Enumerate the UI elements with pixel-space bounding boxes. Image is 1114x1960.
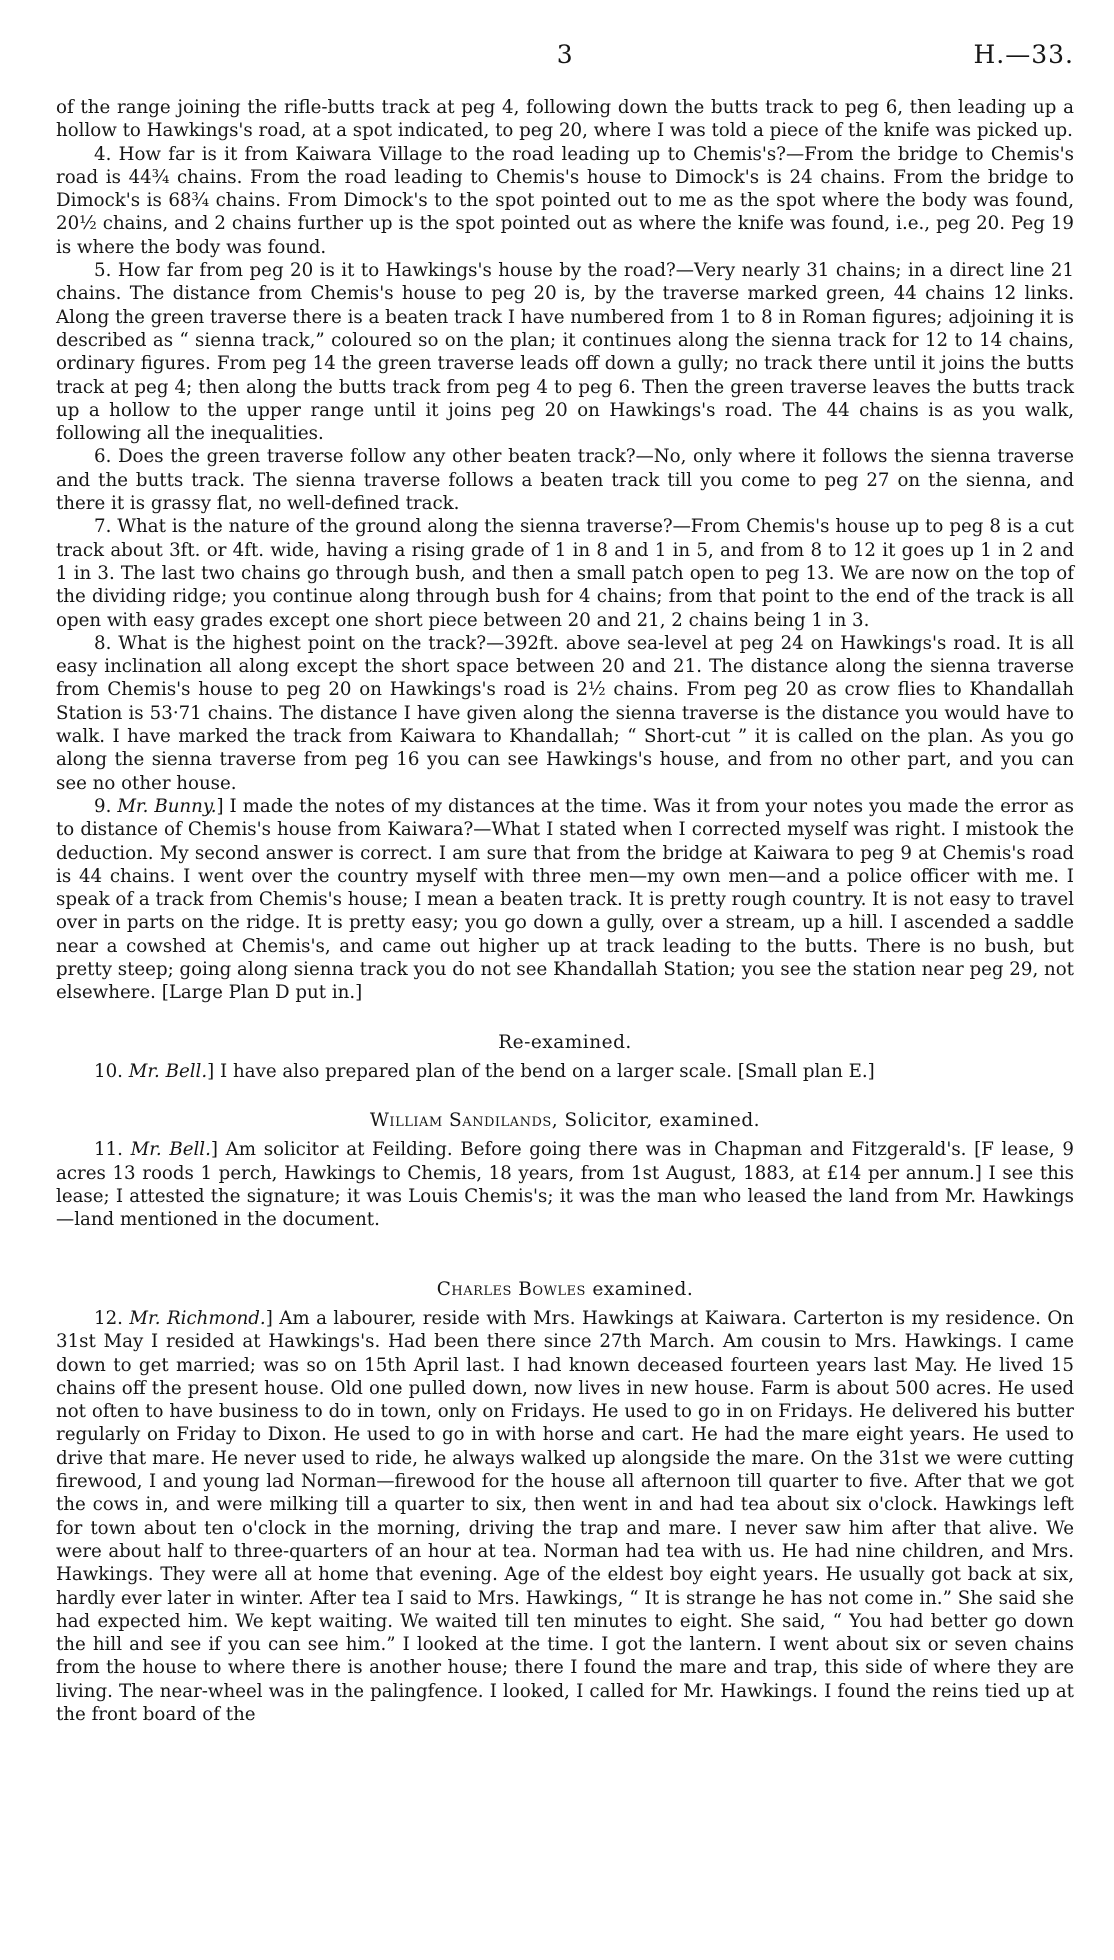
question-number: 9. (94, 795, 112, 817)
document-reference: H.—33. (973, 40, 1074, 69)
paragraph-q4: 4. How far is it from Kaiwara Village to the road leading up to Chemis's?—From the bridge to Chemis's road is 44¾ chains. From the road leading to Chemis's house to Dimock's is 24 chains. From the bridge to Dimock's is 68¾ chains. From Dimock's to the spot pointed out to me as the spot where the body was found, 20½ chains, and 2 chains further up is the spot pointed out as where the knife was found, i.e., peg 20. Peg 19 is where the body was found. (56, 143, 1074, 258)
witness-name: Charles Bowles (436, 1278, 586, 1300)
section-heading-reexamined: Re-examined. (498, 1031, 632, 1053)
page-header (56, 40, 1074, 74)
paragraph-q11 (56, 1138, 1074, 1231)
speaker-name: Mr. Richmond. (129, 1307, 266, 1329)
testimony-text: ] I made the notes of my distances at the time. Was it from your notes you made the error as to distance of Chemis's house from Kaiwara?—What I stated when I corrected myself was right. I mistook the deduction. My second answer is correct. I am sure that from the bridge at Kaiwara to peg 9 at Chemis's road is 44 chains. I went over the country myself with three men—my own men—and a police officer with me. I speak of a track from Chemis's house; I mean a beaten track. It is pretty rough country. It is not easy to travel over in parts on the ridge. It is pretty easy; you go down a gully, over a stream, up a hill. I ascended a saddle near a cowshed at Chemis's, and came out higher up at track leading to the butts. There is no bush, but pretty steep; going along sienna track you do not see Khandallah Station; you see the station near peg 29, not elsewhere. [Large Plan D put in.] (56, 795, 1074, 1004)
paragraph-q7: 7. What is the nature of the ground along the sienna traverse?—From Chemis's house up to peg 8 is a cut track about 3ft. or 4ft. wide, having a rising grade of 1 in 8 and 1 in 5, and from 8 to 12 it goes up 1 in 2 and 1 in 3. The last two chains go through bush, and then a small patch open to peg 13. We are now on the top of the dividing ridge; you continue along through bush for 4 chains; from that point to the end of the track is all open with easy grades except one short piece between 20 and 21, 2 chains being 1 in 3. (56, 516, 1074, 631)
speaker-name: Mr. Bunny. (117, 795, 217, 817)
paragraph-q8: 8. What is the highest point on the track?—392ft. above sea-level at peg 24 on Hawkings's road. It is all easy inclination all along except the short space between 20 and 21. The distance along the sienna traverse from Chemis's house to peg 20 on Hawkings's road is 2½ chains. From peg 20 as crow flies to Khandallah Station is 53·71 chains. The distance I have given along the sienna traverse is the distance you would have to walk. I have marked the track from Kaiwara to Khandallah; “ Short-cut ” it is called on the plan. As you go along the sienna traverse from peg 16 you can see Hawkings's house, and from no other part, and you can see no other house. (56, 632, 1074, 794)
witness-role: examined. (585, 1278, 694, 1300)
section-heading-witness-sandilands (56, 1109, 1074, 1132)
document-body (56, 96, 1074, 1726)
testimony-text: ] Am a labourer, reside with Mrs. Hawkings at Kaiwara. Carterton is my residence. On 31st May I resided at Hawkings's. Had been there since 27th March. Am cousin to Mrs. Hawkings. I came down to get married; was so on 15th April last. I had known deceased fourteen years last May. He lived 15 chains off the present house. Old one pulled down, now lives in new house. Farm is about 500 acres. He used not often to have business to do in town, only on Fridays. He used to go in on Fridays. He delivered his butter regularly on Friday to Dixon. He used to go in with horse and cart. He had the mare eight years. He used to drive that mare. He never used to ride, he always walked up alongside the mare. On the 31st we were cutting firewood, I and young lad Norman—firewood for the house all afternoon till quarter to five. After that we got the cows in, and were milking till a quarter to six, then went in and had tea about six o'clock. Hawkings left for town about ten o'clock in the morning, driving the trap and mare. I never saw him after that alive. We were about half to three-quarters of an hour at tea. Norman had tea with us. He had nine children, and Mrs. Hawkings. They were all at home that evening. Age of the eldest boy eight years. He usually got back at six, hardly ever later in winter. After tea I said to Mrs. Hawkings, “ It is strange he has not come in.” She said she had expected him. We kept waiting. We waited till ten minutes to eight. She said, “ You had better go down the hill and see if you can see him.” I looked at the time. I got the lantern. I went about six or seven chains from the house to where there is another house; there I found the mare and trap, this side of where they are living. The near-wheel was in the palingfence. I looked, I called for Mr. Hawkings. I found the reins tied up at the front board of the (56, 1307, 1074, 1725)
witness-role: , Solicitor, examined. (551, 1110, 761, 1132)
page-number: 3 (556, 40, 574, 69)
testimony-text: ] I have also prepared plan of the bend on a larger scale. [Small plan E.] (207, 1060, 875, 1082)
question-number: 12. (94, 1307, 123, 1329)
section-gap (56, 1232, 1074, 1252)
paragraph-q12 (56, 1307, 1074, 1726)
paragraph-continuation: of the range joining the rifle-butts track at peg 4, following down the butts track to peg 6, then leading up a hollow to Hawkings's road, at a spot indicated, to peg 20, where I was told a piece of the knife was picked up. (56, 97, 1074, 142)
speaker-name: Mr. Bell. (130, 1139, 211, 1161)
paragraph-q6: 6. Does the green traverse follow any other beaten track?—No, only where it follows the sienna traverse and the butts track. The sienna traverse follows a beaten track till you come to peg 27 on the sienna, and there it is grassy flat, no well-defined track. (56, 446, 1074, 515)
paragraph-q10 (56, 1060, 1074, 1083)
witness-name: William Sandilands (369, 1110, 552, 1132)
paragraph-q9 (56, 795, 1074, 1005)
speaker-name: Mr. Bell. (128, 1060, 208, 1082)
testimony-text: ] Am solicitor at Feilding. Before going there was in Chapman and Fitzgerald's. [F lease, 9 acres 13 roods 1 perch, Hawkings to Chemis, 18 years, from 1st August, 1883, at £14 per annum.] I see this lease; I attested the signature; it was Louis Chemis's; it was the man who leased the land from Mr. Hawkings—land mentioned in the document. (56, 1139, 1074, 1231)
paragraph-q5: 5. How far from peg 20 is it to Hawkings's house by the road?—Very nearly 31 chains; in a direct line 21 chains. The distance from Chemis's house to peg 20 is, by the traverse marked green, 44 chains 12 links. Along the green traverse there is a beaten track I have numbered from 1 to 8 in Roman figures; adjoining it is described as “ sienna track,” coloured so on the plan; it continues along the sienna track for 12 to 14 chains, ordinary figures. From peg 14 the green traverse leads off down a gully; no track there until it joins the butts track at peg 4; then along the butts track from peg 4 to peg 6. Then the green traverse leaves the butts track up a hollow to the upper range until it joins peg 20 on Hawkings's road. The 44 chains is as you walk, following all the inequalities. (56, 260, 1074, 445)
question-number: 11. (94, 1139, 123, 1161)
question-number: 10. (94, 1060, 123, 1082)
section-heading-witness-bowles (56, 1278, 1074, 1301)
